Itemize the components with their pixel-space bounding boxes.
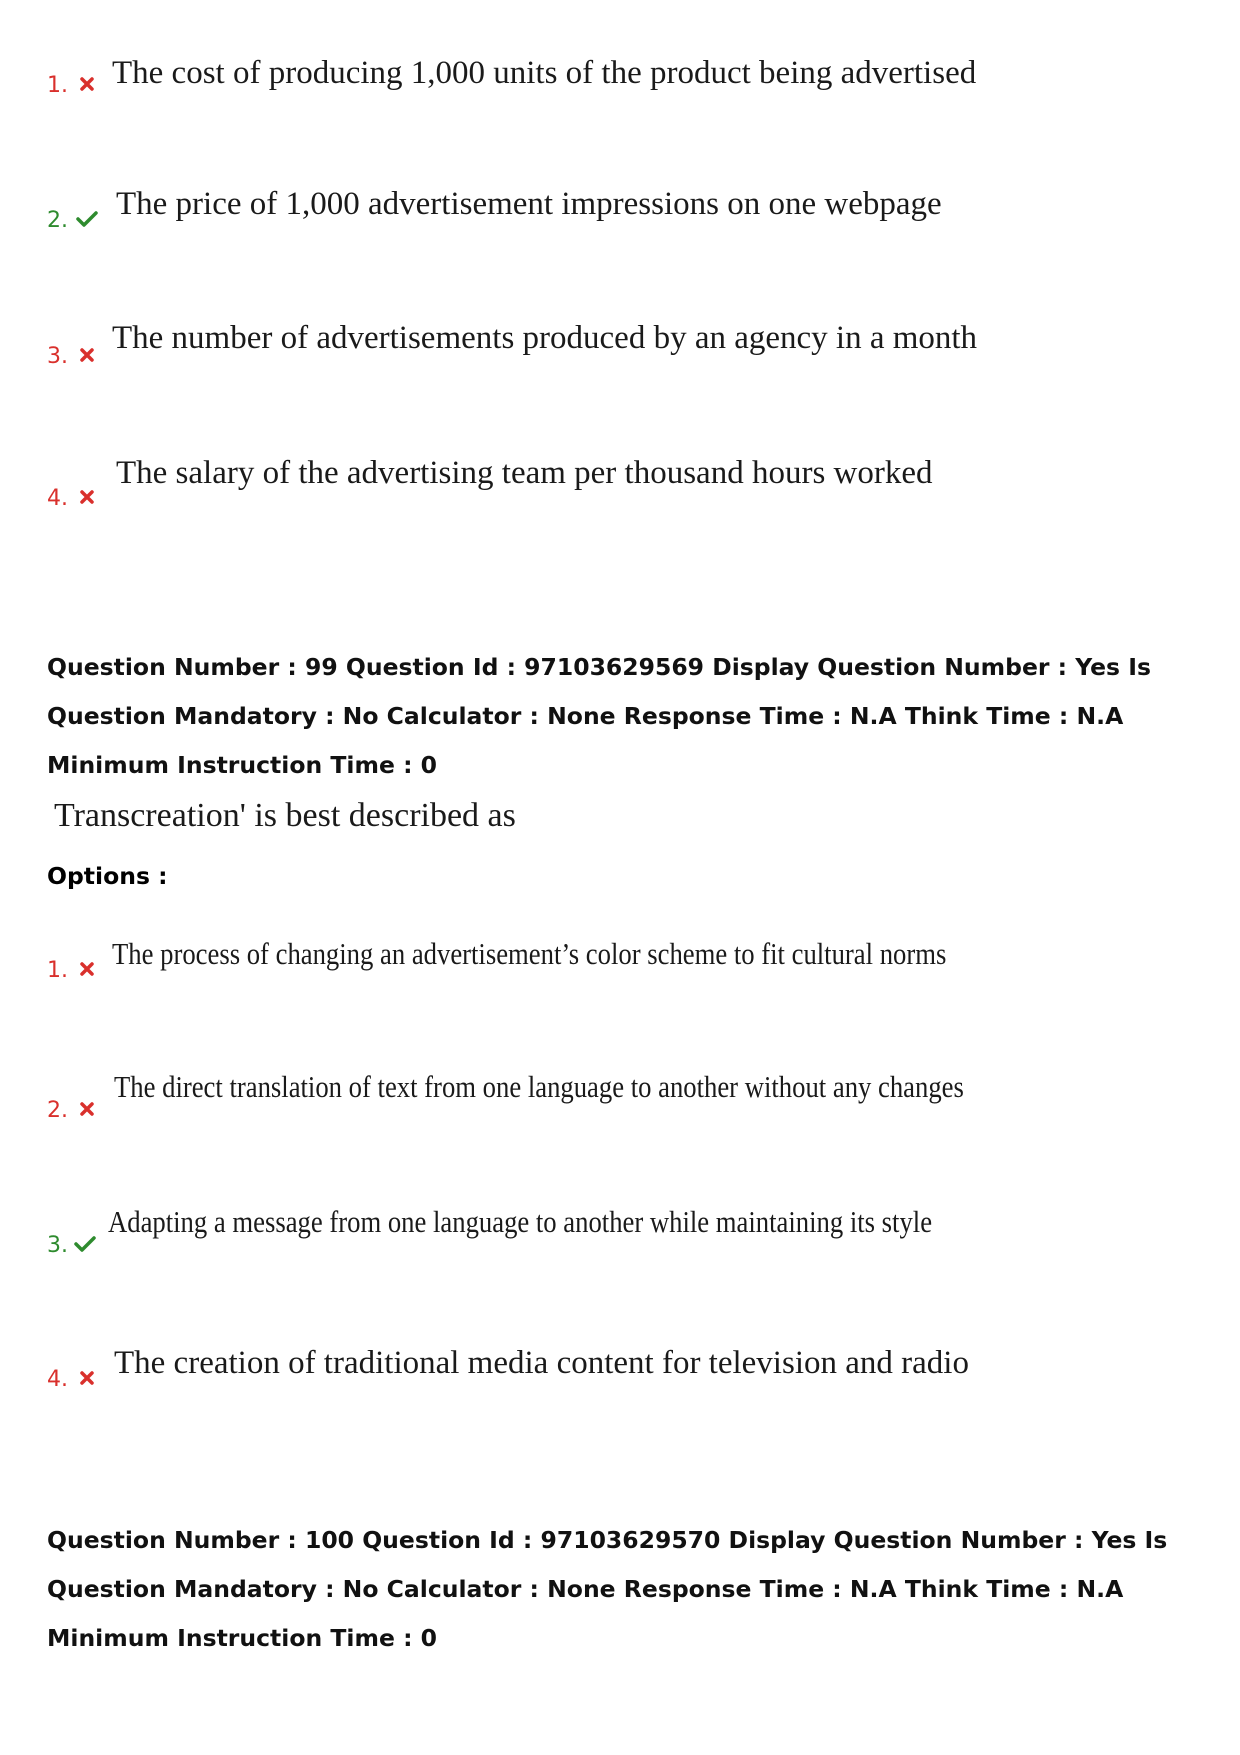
option-number: 4. xyxy=(47,486,68,511)
cross-icon xyxy=(78,960,96,978)
option-text: The direct translation of text from one language to another without any changes xyxy=(114,1069,964,1104)
cross-icon xyxy=(78,75,96,93)
option-row xyxy=(0,55,1240,115)
option-number: 1. xyxy=(47,958,68,983)
option-number: 2. xyxy=(47,1098,68,1123)
option-text: The cost of producing 1,000 units of the product being advertised xyxy=(112,55,977,91)
option-number: 1. xyxy=(47,73,68,98)
cross-icon xyxy=(78,346,96,364)
option-text: The creation of traditional media content for television and radio xyxy=(114,1345,969,1381)
option-row xyxy=(0,455,1240,528)
option-text: The salary of the advertising team per thousand hours worked xyxy=(116,455,933,491)
cross-icon xyxy=(78,1369,96,1387)
option-number: 3. xyxy=(47,1233,68,1258)
option-number: 4. xyxy=(47,1367,68,1392)
check-icon xyxy=(74,1235,96,1253)
option-number: 3. xyxy=(47,344,68,369)
cross-icon xyxy=(78,488,96,506)
question-meta: Question Number : 99 Question Id : 97103629569 Display Question Number : Yes Is Question Mandatory : No Calculator : None Response Time : N.A Think Time : N.A Minimum Instruction Time : 0 xyxy=(47,653,1151,779)
option-number: 2. xyxy=(47,208,68,233)
cross-icon xyxy=(78,1100,96,1118)
options-label: Options : xyxy=(47,862,168,890)
option-text: The price of 1,000 advertisement impressions on one webpage xyxy=(116,186,942,222)
option-row xyxy=(0,186,1240,250)
check-icon xyxy=(76,210,98,228)
option-text: Adapting a message from one language to another while maintaining its style xyxy=(108,1204,933,1239)
option-row xyxy=(0,1204,1240,1275)
option-text: The process of changing an advertisement’s color scheme to fit cultural norms xyxy=(112,936,947,971)
option-row xyxy=(0,936,1240,1000)
option-text: The number of advertisements produced by an agency in a month xyxy=(112,320,978,356)
option-row xyxy=(0,320,1240,386)
option-row xyxy=(0,1069,1240,1140)
question-meta: Question Number : 100 Question Id : 97103629570 Display Question Number : Yes Is Question Mandatory : No Calculator : None Response Time : N.A Think Time : N.A Minimum Instruction Time : 0 xyxy=(47,1526,1168,1652)
question-text: Transcreation' is best described as xyxy=(54,797,516,834)
option-row xyxy=(0,1345,1240,1409)
